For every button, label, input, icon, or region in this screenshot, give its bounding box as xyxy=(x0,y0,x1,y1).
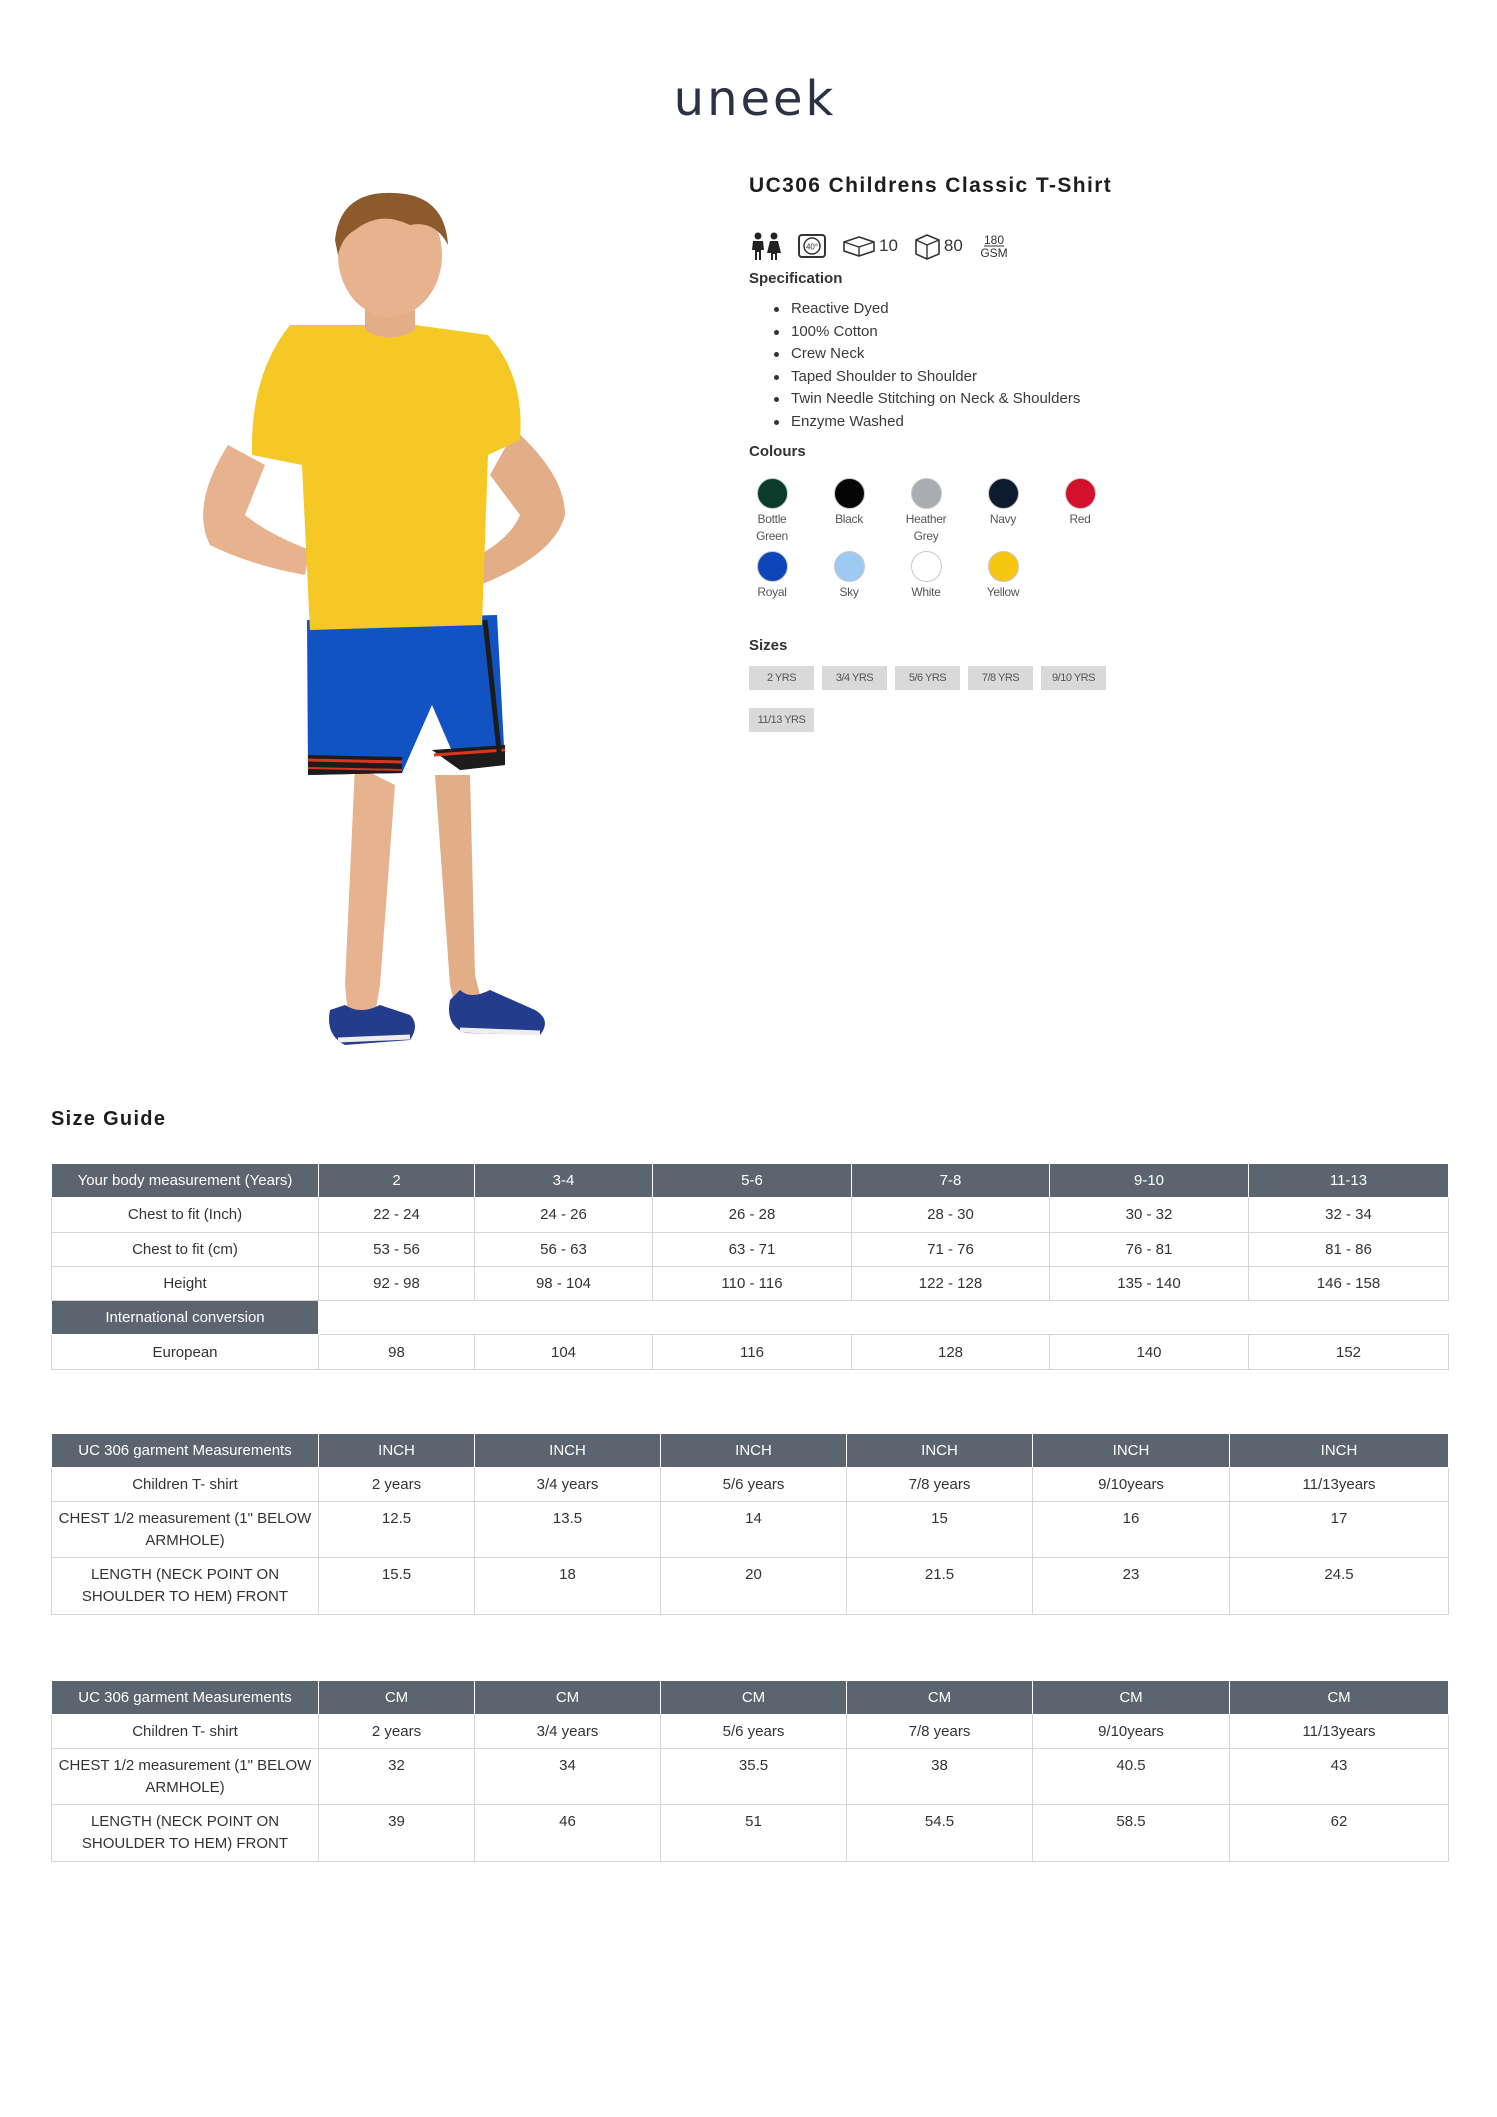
colour-name: Black xyxy=(835,512,863,526)
table-header-cell: CM xyxy=(319,1681,475,1715)
table-cell: 21.5 xyxy=(847,1558,1033,1615)
table-row xyxy=(52,1266,1449,1300)
table-cell: Chest to fit (Inch) xyxy=(52,1198,319,1232)
list-item: Enzyme Washed xyxy=(773,411,1080,434)
table-header-cell: CM xyxy=(1230,1681,1449,1715)
garment-inch-table xyxy=(51,1433,1449,1615)
table-cell: 22 - 24 xyxy=(319,1198,475,1232)
colour-swatch[interactable] xyxy=(749,551,795,601)
list-item: Taped Shoulder to Shoulder xyxy=(773,366,1080,389)
colour-name: Navy xyxy=(989,512,1017,526)
specification-list xyxy=(773,298,1080,433)
table-cell: 63 - 71 xyxy=(653,1232,852,1266)
table-cell: CHEST 1/2 measurement (1" BELOW ARMHOLE) xyxy=(52,1502,319,1558)
table-cell: 20 xyxy=(661,1558,847,1615)
colour-swatches xyxy=(749,478,1149,601)
table-cell: 30 - 32 xyxy=(1050,1198,1249,1232)
size-guide-title: Size Guide xyxy=(51,1108,167,1130)
size-option[interactable]: 7/8 YRS xyxy=(968,666,1033,690)
table-cell: 46 xyxy=(475,1805,661,1862)
table-header-row xyxy=(52,1164,1449,1198)
table-cell: 98 - 104 xyxy=(475,1266,653,1300)
table-row xyxy=(52,1468,1449,1502)
colour-name: Yellow xyxy=(986,585,1020,599)
table-cell: 15.5 xyxy=(319,1558,475,1615)
table-cell: 56 - 63 xyxy=(475,1232,653,1266)
table-cell: CHEST 1/2 measurement (1" BELOW ARMHOLE) xyxy=(52,1749,319,1805)
colour-dot[interactable] xyxy=(1065,478,1096,509)
table-row xyxy=(52,1232,1449,1266)
table-header-row xyxy=(52,1681,1449,1715)
table-cell: 11/13years xyxy=(1230,1715,1449,1749)
table-cell: 140 xyxy=(1050,1335,1249,1369)
table-cell: Chest to fit (cm) xyxy=(52,1232,319,1266)
table-header-cell: INCH xyxy=(847,1434,1033,1468)
colour-name: Royal xyxy=(757,585,787,599)
product-photo xyxy=(170,185,610,1075)
children-icon xyxy=(749,231,783,261)
table-cell: LENGTH (NECK POINT ON SHOULDER TO HEM) FRONT xyxy=(52,1805,319,1862)
table-cell: 16 xyxy=(1033,1502,1230,1558)
colour-dot[interactable] xyxy=(834,551,865,582)
table-row xyxy=(52,1749,1449,1805)
colour-dot[interactable] xyxy=(988,551,1019,582)
colour-dot[interactable] xyxy=(834,478,865,509)
table-cell: 38 xyxy=(847,1749,1033,1805)
table-cell: 7/8 years xyxy=(847,1468,1033,1502)
table-cell: 104 xyxy=(475,1335,653,1369)
table-cell: 23 xyxy=(1033,1558,1230,1615)
table-header-cell: 5-6 xyxy=(653,1164,852,1198)
table-cell: 110 - 116 xyxy=(653,1266,852,1300)
table-row xyxy=(52,1502,1449,1558)
colour-dot[interactable] xyxy=(988,478,1019,509)
colour-swatch[interactable] xyxy=(980,551,1026,601)
table-cell: 51 xyxy=(661,1805,847,1862)
table-header-cell: 11-13 xyxy=(1249,1164,1449,1198)
table-cell xyxy=(319,1301,1449,1335)
table-cell: 122 - 128 xyxy=(852,1266,1050,1300)
table-header-cell: CM xyxy=(661,1681,847,1715)
table-header-cell: Your body measurement (Years) xyxy=(52,1164,319,1198)
table-header-cell: INCH xyxy=(319,1434,475,1468)
brand-wordmark: uneek xyxy=(673,71,837,127)
table-row xyxy=(52,1715,1449,1749)
table-cell: European xyxy=(52,1335,319,1369)
table-cell: 34 xyxy=(475,1749,661,1805)
product-icons xyxy=(749,230,1011,262)
table-cell: 3/4 years xyxy=(475,1715,661,1749)
table-cell: 58.5 xyxy=(1033,1805,1230,1862)
table-cell: 2 years xyxy=(319,1468,475,1502)
list-item: 100% Cotton xyxy=(773,321,1080,344)
table-cell: 9/10years xyxy=(1033,1715,1230,1749)
table-cell: 11/13years xyxy=(1230,1468,1449,1502)
table-cell: 62 xyxy=(1230,1805,1449,1862)
sizes-heading: Sizes xyxy=(749,637,788,654)
size-option[interactable]: 2 YRS xyxy=(749,666,814,690)
colour-name: White xyxy=(911,585,941,599)
colour-name: Heather Grey xyxy=(905,512,947,543)
colour-swatch[interactable] xyxy=(826,478,872,545)
table-cell: 43 xyxy=(1230,1749,1449,1805)
wash-temperature: 40° xyxy=(805,242,819,252)
table-cell: 40.5 xyxy=(1033,1749,1230,1805)
table-cell: 39 xyxy=(319,1805,475,1862)
colours-heading: Colours xyxy=(749,443,806,460)
colour-swatch[interactable] xyxy=(826,551,872,601)
table-cell: 76 - 81 xyxy=(1050,1232,1249,1266)
svg-text:180: 180 xyxy=(983,233,1004,247)
colour-swatch[interactable] xyxy=(980,478,1026,545)
table-header-cell: UC 306 garment Measurements xyxy=(52,1681,319,1715)
table-cell: 35.5 xyxy=(661,1749,847,1805)
table-cell: 17 xyxy=(1230,1502,1449,1558)
table-cell: 12.5 xyxy=(319,1502,475,1558)
table-header-cell: 9-10 xyxy=(1050,1164,1249,1198)
table-header-cell: CM xyxy=(847,1681,1033,1715)
table-row xyxy=(52,1301,1449,1335)
specification-heading: Specification xyxy=(749,270,843,287)
colour-dot[interactable] xyxy=(911,478,942,509)
colour-name: Sky xyxy=(839,585,859,599)
table-cell: 14 xyxy=(661,1502,847,1558)
colour-swatch[interactable] xyxy=(749,478,795,545)
colour-dot[interactable] xyxy=(757,551,788,582)
colour-name: Red xyxy=(1069,512,1091,526)
colour-dot[interactable] xyxy=(757,478,788,509)
table-header-cell: 2 xyxy=(319,1164,475,1198)
gsm-icon xyxy=(977,231,1011,261)
table-cell: 71 - 76 xyxy=(852,1232,1050,1266)
colour-swatch[interactable] xyxy=(1057,478,1103,545)
table-row xyxy=(52,1805,1449,1862)
size-option[interactable]: 11/13 YRS xyxy=(749,708,814,732)
conversion-label: International conversion xyxy=(52,1301,319,1335)
table-cell: 98 xyxy=(319,1335,475,1369)
colour-dot[interactable] xyxy=(911,551,942,582)
colour-swatch[interactable] xyxy=(903,551,949,601)
table-cell: LENGTH (NECK POINT ON SHOULDER TO HEM) FRONT xyxy=(52,1558,319,1615)
table-cell: Children T- shirt xyxy=(52,1715,319,1749)
table-cell: Height xyxy=(52,1266,319,1300)
table-header-cell: CM xyxy=(475,1681,661,1715)
table-cell: 26 - 28 xyxy=(653,1198,852,1232)
table-header-cell: UC 306 garment Measurements xyxy=(52,1434,319,1468)
table-cell: 5/6 years xyxy=(661,1715,847,1749)
table-header-cell: INCH xyxy=(475,1434,661,1468)
table-cell: 28 - 30 xyxy=(852,1198,1050,1232)
colour-swatch[interactable] xyxy=(903,478,949,545)
table-cell: 54.5 xyxy=(847,1805,1033,1862)
table-header-cell: CM xyxy=(1033,1681,1230,1715)
pack-quantity: 10 xyxy=(879,236,898,255)
size-option[interactable]: 9/10 YRS xyxy=(1041,666,1106,690)
table-cell: 18 xyxy=(475,1558,661,1615)
svg-text:GSM: GSM xyxy=(980,246,1008,260)
table-cell: 9/10years xyxy=(1033,1468,1230,1502)
colour-name: Bottle Green xyxy=(756,512,788,543)
table-cell: 24.5 xyxy=(1230,1558,1449,1615)
table-cell: Children T- shirt xyxy=(52,1468,319,1502)
garment-cm-table xyxy=(51,1680,1449,1862)
size-options xyxy=(749,666,1129,732)
table-cell: 146 - 158 xyxy=(1249,1266,1449,1300)
carton-icon xyxy=(912,232,963,260)
table-cell: 81 - 86 xyxy=(1249,1232,1449,1266)
table-header-cell: 3-4 xyxy=(475,1164,653,1198)
product-title: UC306 Childrens Classic T-Shirt xyxy=(749,174,1113,197)
table-cell: 2 years xyxy=(319,1715,475,1749)
size-option[interactable]: 3/4 YRS xyxy=(822,666,887,690)
size-option[interactable]: 5/6 YRS xyxy=(895,666,960,690)
table-header-cell: INCH xyxy=(1230,1434,1449,1468)
table-header-cell: INCH xyxy=(1033,1434,1230,1468)
table-cell: 15 xyxy=(847,1502,1033,1558)
table-cell: 24 - 26 xyxy=(475,1198,653,1232)
table-cell: 5/6 years xyxy=(661,1468,847,1502)
table-row xyxy=(52,1198,1449,1232)
table-cell: 128 xyxy=(852,1335,1050,1369)
table-cell: 7/8 years xyxy=(847,1715,1033,1749)
table-cell: 3/4 years xyxy=(475,1468,661,1502)
table-header-cell: INCH xyxy=(661,1434,847,1468)
table-row xyxy=(52,1558,1449,1615)
body-measurement-table xyxy=(51,1163,1449,1370)
table-cell: 32 xyxy=(319,1749,475,1805)
table-header-row xyxy=(52,1434,1449,1468)
table-header-cell: 7-8 xyxy=(852,1164,1050,1198)
brand-logo xyxy=(655,71,855,127)
list-item: Reactive Dyed xyxy=(773,298,1080,321)
table-cell: 135 - 140 xyxy=(1050,1266,1249,1300)
carton-quantity: 80 xyxy=(943,236,963,255)
table-cell: 53 - 56 xyxy=(319,1232,475,1266)
table-cell: 152 xyxy=(1249,1335,1449,1369)
list-item: Twin Needle Stitching on Neck & Shoulders xyxy=(773,388,1080,411)
table-cell: 92 - 98 xyxy=(319,1266,475,1300)
table-cell: 13.5 xyxy=(475,1502,661,1558)
table-cell: 32 - 34 xyxy=(1249,1198,1449,1232)
table-row xyxy=(52,1335,1449,1369)
list-item: Crew Neck xyxy=(773,343,1080,366)
wash-40-icon xyxy=(797,232,827,260)
table-cell: 116 xyxy=(653,1335,852,1369)
pack-icon xyxy=(841,234,898,258)
